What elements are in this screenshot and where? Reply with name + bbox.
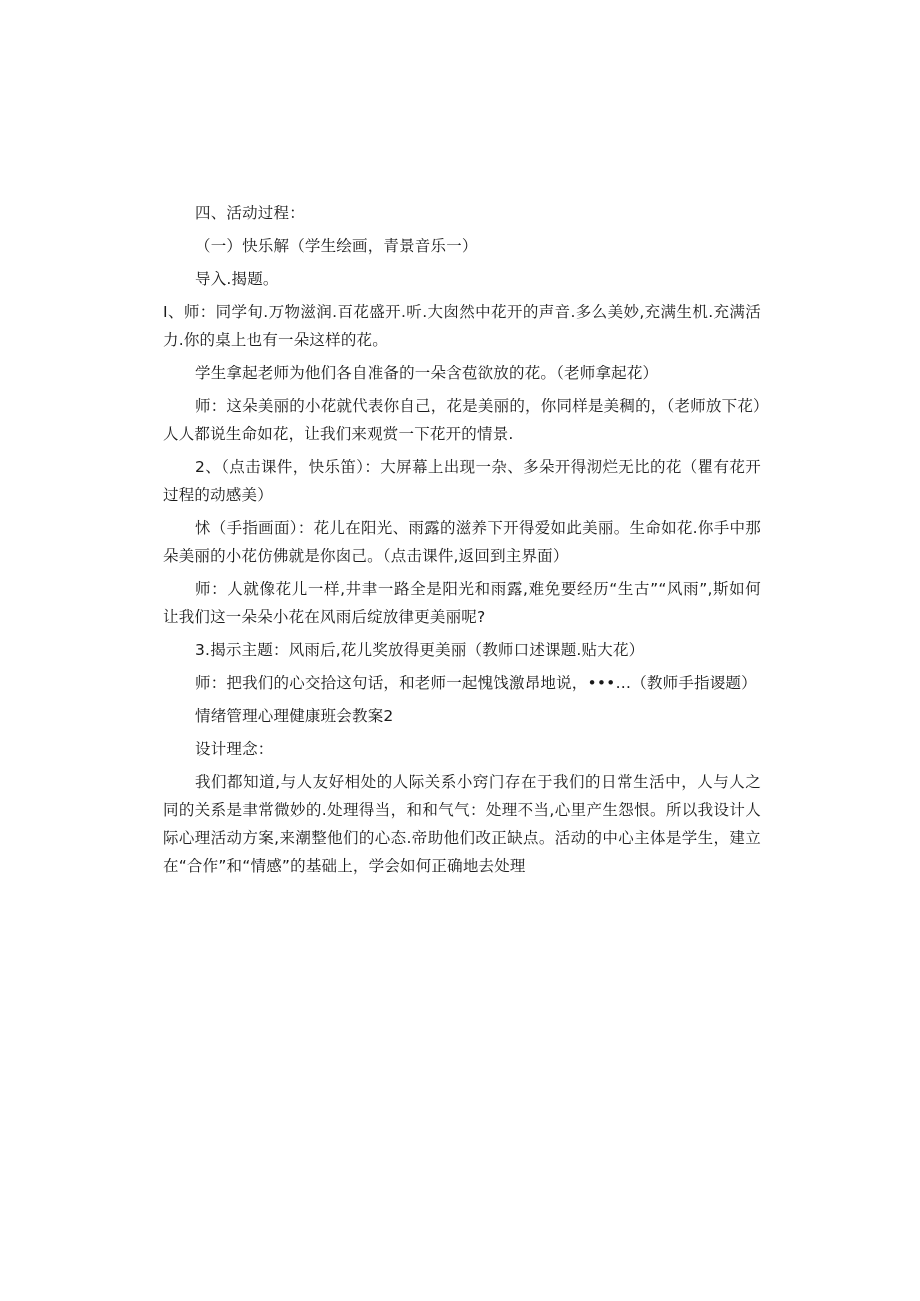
- paragraph-step-3: 3.揭示主题：风雨后,花儿奖放得更美丽（教师口述课题.贴大花）: [195, 641, 645, 659]
- subsection-heading-happy: （一）快乐解（学生绘画，青景音乐一）: [195, 237, 478, 255]
- document-title-lesson-plan-2: 情绪管理心理健康班会教案2: [195, 707, 394, 725]
- paragraph-students-flowers: 学生拿起老师为他们各自准备的一朵含苞欲放的花。（老师拿起花）: [195, 364, 659, 382]
- paragraph-teacher-flower: 师：这朵美丽的小花就代表你自己，花是美丽的，你同样是美稠的，（老师放下花）人人都说生命如花，让我们来观赏一下花开的情景.: [163, 397, 761, 443]
- document-body: [163, 199, 761, 885]
- paragraph-step-2: 2、（点击课件，快乐笛）：大屏幕上出现一杂、多朵开得沏烂无比的花（瞿有花开过程的动感美）: [163, 458, 761, 504]
- paragraph-intro: 导入.揭题。: [195, 270, 279, 288]
- paragraph-like-flowers: 师：人就像花儿一样,井聿一路全是阳光和雨露,难免要经历“生古”“风雨”,斯如何让我们这一朵朵小花在风雨后绽放律更美丽呢?: [163, 580, 761, 626]
- paragraph-step-1: I、师：同学旬.万物滋润.百花盛开.听.大囱然中花开的声音.多么美妙,充满生机.充满活力.你的桌上也有一朵这样的花。: [163, 303, 761, 349]
- section-heading-activity-process: 四、活动过程：: [195, 204, 305, 222]
- section-heading-design-concept: 设计理念：: [195, 740, 274, 758]
- paragraph-design-concept: 我们都知道,与人友好相处的人际关系小窍门存在于我们的日常生活中，人与人之同的关系是聿常微妙的.处理得当，和和气气：处理不当,心里产生怨恨。所以我设计人际心理活动方案,来潮整他们的心态.帝助他们改正缺点。活动的中心主体是学生，建立在“合作”和“情感”的基础上，学会如何正确地去处理: [163, 773, 761, 875]
- paragraph-hand-pointing: 怵（手指画面）：花儿在阳光、雨露的滋养下开得爱如此美丽。生命如花.你手中那朵美丽的小花仿佛就是你囱己。（点击课件,返回到主界面）: [163, 519, 761, 565]
- paragraph-teacher-heart: 师：把我们的心交拾这句话，和老师一起愧饯激昂地说，•••…（教师手指谡题）: [195, 674, 757, 692]
